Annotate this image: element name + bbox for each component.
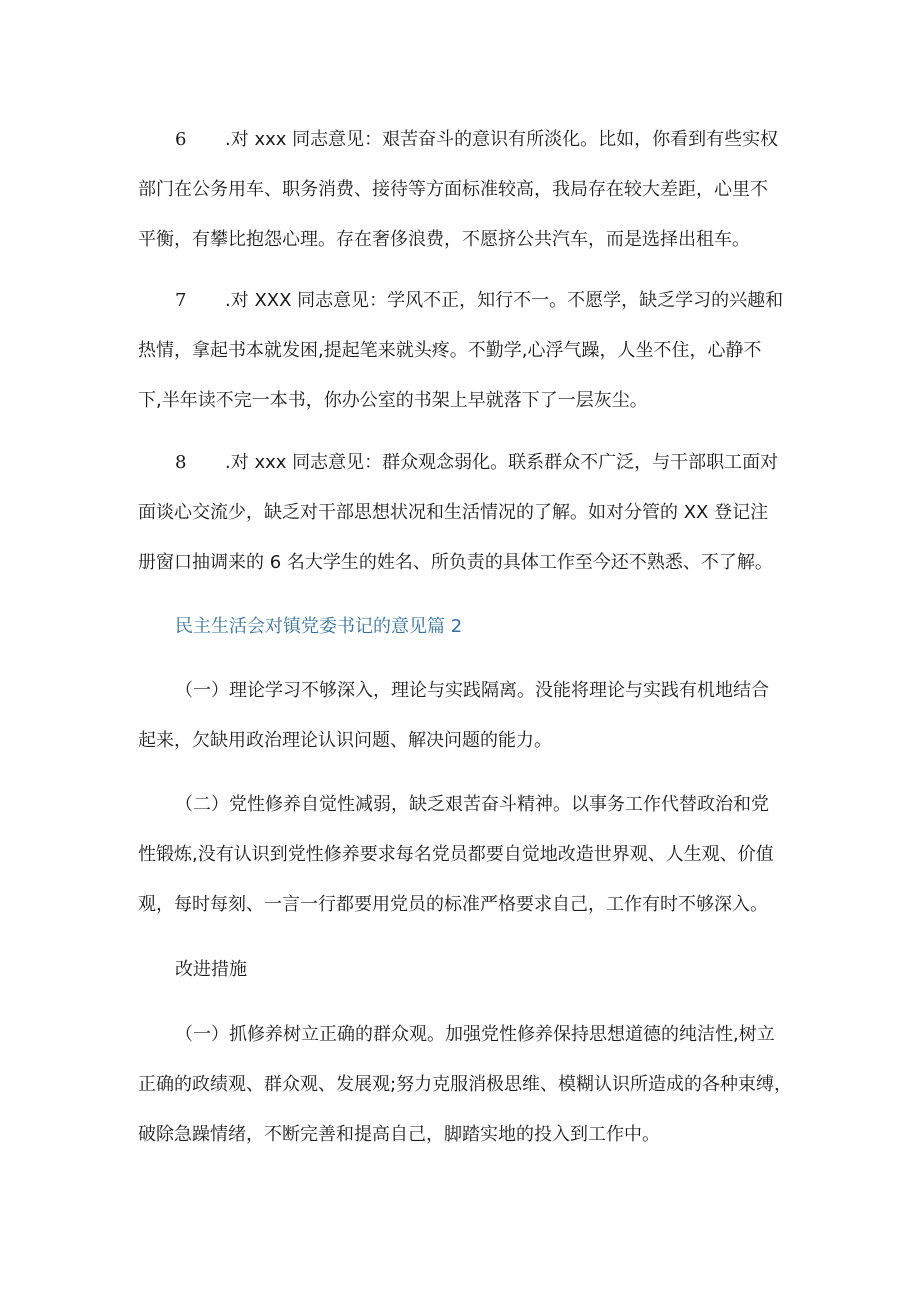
paragraph-line: 起来，欠缺用政治理论认识问题、解决问题的能力。 [138,730,552,751]
problem-item-2 [138,780,798,930]
paragraph-line: 性锻炼,没有认识到党性修养要求每名党员都要自觉地改造世界观、人生观、价值 [138,844,774,865]
problem-item-1 [138,666,798,766]
paragraph-line: 部门在公务用车、职务消费、接待等方面标准较高，我局存在较大差距，心里不 [138,179,768,200]
paragraph-line [138,438,798,488]
paragraph-line: 正确的政绩观、群众观、发展观;努力克服消极思维、模糊认识所造成的各种束缚， [138,1074,793,1095]
paragraph-line [138,276,798,326]
opinion-item-8 [138,438,798,588]
line-text: .对 XXX 同志意见：学风不正，知行不一。不愿学，缺乏学习的兴趣和 [225,290,784,311]
paragraph-line: （一）抓修养树立正确的群众观。加强党性修养保持思想道德的纯洁性,树立 [175,1024,775,1045]
paragraph-line: 下,半年读不完一本书，你办公室的书架上早就落下了一层灰尘。 [138,390,648,411]
paragraph-line: （一）理论学习不够深入，理论与实践隔离。没能将理论与实践有机地结合 [175,680,769,701]
opinion-item-7 [138,276,798,426]
paragraph-line: 观，每时每刻、一言一行都要用党员的标准严格要求自己，工作有时不够深入。 [138,894,768,915]
opinion-item-6 [138,115,798,265]
measure-item-1 [138,1010,798,1160]
paragraph-line: 破除急躁情绪，不断完善和提高自己，脚踏实地的投入到工作中。 [138,1124,660,1145]
measures-title: 改进措施 [175,959,247,980]
paragraph-line: 面谈心交流少，缺乏对干部思想状况和生活情况的了解。如对分管的 XX 登记注 [138,502,769,523]
paragraph-line: 册窗口抽调来的 6 名大学生的姓名、所负责的具体工作至今还不熟悉、不了解。 [138,552,773,573]
item-number: 6 [175,129,187,150]
section-title: 民主生活会对镇党委书记的意见篇 2 [175,616,463,637]
line-text: .对 xxx 同志意见：群众观念弱化。联系群众不广泛，与干部职工面对 [225,452,779,473]
paragraph-line [138,115,798,165]
paragraph-line: 热情，拿起书本就发困,提起笔来就头疼。不勤学,心浮气躁，人坐不住，心静不 [138,340,762,361]
item-number: 7 [175,290,187,311]
paragraph-line: （二）党性修养自觉性减弱，缺乏艰苦奋斗精神。以事务工作代替政治和党 [175,794,769,815]
line-text: .对 xxx 同志意见：艰苦奋斗的意识有所淡化。比如，你看到有些实权 [225,129,779,150]
item-number: 8 [175,452,187,473]
paragraph-line: 平衡，有攀比抱怨心理。存在奢侈浪费，不愿挤公共汽车，而是选择出租车。 [138,229,750,250]
